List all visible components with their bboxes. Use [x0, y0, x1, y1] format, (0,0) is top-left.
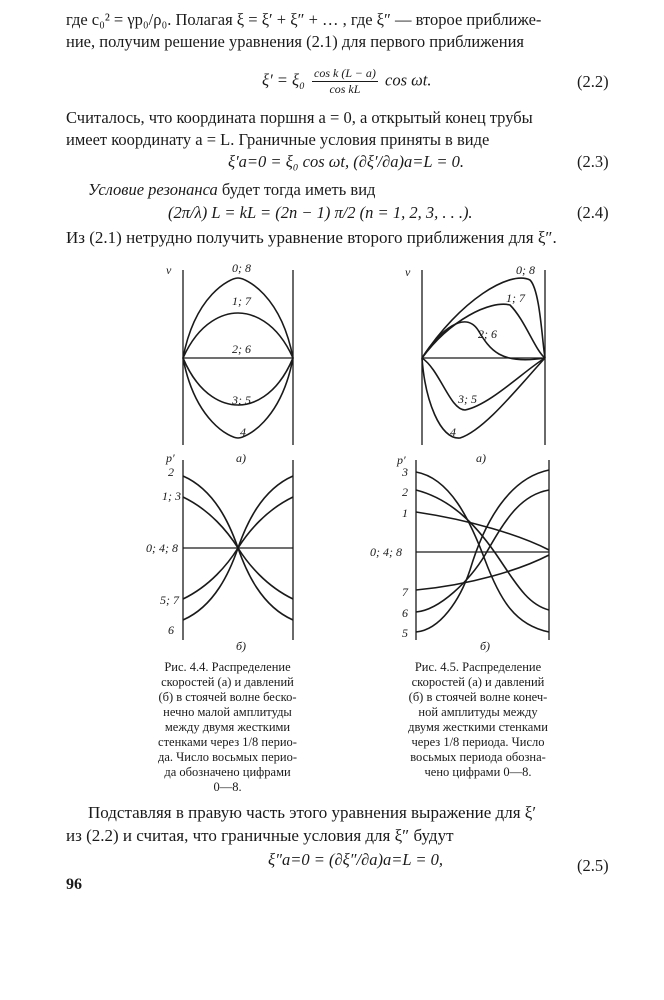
fig45-caption-line: двумя жесткими стенками	[408, 720, 548, 734]
fig45b-label-5: 5	[402, 626, 408, 640]
fig44b-label-0-4-8: 0; 4; 8	[146, 541, 178, 555]
fig44-caption-line: между двумя жесткими	[164, 720, 291, 734]
equation-number-2-5: (2.5)	[577, 856, 609, 875]
fig45-caption-line: через 1/8 периода. Число	[411, 735, 545, 749]
fig45a-label-0-8: 0; 8	[516, 263, 535, 277]
equation-2-5: ξ″a=0 = (∂ξ″/∂a)a=L = 0,	[268, 850, 444, 869]
text-line-3: Считалось, что координата поршня a = 0, а открытый конец трубы	[66, 108, 533, 127]
text-line-2: ние, получим решение уравнения (2.1) для первого приближения	[66, 32, 524, 51]
fig45-caption-line: чено цифрами 0—8.	[424, 765, 532, 779]
fig44-caption-line: нечно малой амплитуды	[163, 705, 292, 719]
page-number: 96	[66, 876, 82, 893]
fig45-caption-line: ной амплитуды между	[418, 705, 538, 719]
fig45-caption	[388, 660, 568, 780]
fig44b-label-1-3: 1; 3	[162, 489, 181, 503]
fig45a-curve-3-5	[422, 358, 545, 410]
text-line-1: где c₀² = γp₀/ρ₀. Полагая ξ = ξ′ + ξ″ + … , где ξ″ — второе приближе-	[66, 10, 542, 29]
fig45b-panel-label: б)	[480, 639, 491, 653]
fig44a-label-1-7: 1; 7	[232, 294, 251, 308]
fig44-caption-line: да обозначено цифрами	[164, 765, 291, 779]
fig45b-curve-2	[416, 490, 549, 610]
eq22-left: ξ′ = ξ₀	[262, 70, 305, 90]
equation-number-2-3: (2.3)	[577, 152, 609, 171]
equation-2-3: ξ′a=0 = ξ₀ cos ωt, (∂ξ′/∂a)a=L = 0.	[228, 152, 465, 171]
fig44b-label-6: 6	[168, 623, 174, 637]
fig45a-curve-4	[422, 358, 545, 438]
fig45a-label-4: 4	[450, 425, 456, 439]
equation-2-4: (2π/λ) L = kL = (2n − 1) π/2 (n = 1, 2, 3, . . .).	[168, 203, 473, 222]
fig44b-label-5-7: 5; 7	[160, 593, 179, 607]
eq22-denominator: cos kL	[329, 82, 361, 96]
fig45a-label-2-6: 2; 6	[478, 327, 497, 341]
fig44-caption-line: стенками через 1/8 перио-	[158, 735, 297, 749]
fig45-caption-line: Рис. 4.5. Распределение	[414, 660, 542, 674]
fig44-caption	[140, 660, 315, 795]
fig44-caption-line: да. Число восьмых перио-	[157, 750, 298, 764]
equation-number-2-4: (2.4)	[577, 203, 609, 222]
fig44-caption-line: 0—8.	[213, 780, 242, 794]
fig45-caption-line: (б) в стоячей волне конеч-	[408, 690, 548, 704]
fig44b-label-2: 2	[168, 465, 174, 479]
fig44b-panel-label: б)	[236, 639, 247, 653]
fig44a-label-2-6: 2; 6	[232, 342, 251, 356]
fig44a-label-3-5: 3; 5	[232, 393, 251, 407]
text-line-8: из (2.2) и считая, что граничные условия для ξ″ будут	[66, 826, 454, 845]
text-line-6: Из (2.1) нетрудно получить уравнение второго приближения для ξ″.	[66, 228, 557, 247]
fig45b-curve-6	[416, 490, 549, 612]
fig45a-label-3-5: 3; 5	[458, 392, 477, 406]
fig45-caption-line: скоростей (а) и давлений	[411, 675, 545, 689]
fig45b-label-0-4-8: 0; 4; 8	[370, 545, 402, 559]
fig44a-label-4: 4	[240, 425, 246, 439]
fig44-caption-line: Рис. 4.4. Распределение	[164, 660, 291, 674]
fig45b-label-7: 7	[402, 585, 408, 599]
fig45b-axis-label: p′	[397, 453, 406, 467]
fig45a-panel-label: а)	[476, 451, 486, 465]
fig44a-label-0-8: 0; 8	[232, 261, 251, 275]
fig45b-curve-1	[416, 512, 549, 550]
fig45b-label-2: 2	[402, 485, 408, 499]
eq22-numerator: cos k (L − a)	[314, 66, 376, 80]
fig45b-curve-5	[416, 470, 549, 632]
fig45a-axis-label: v	[405, 265, 411, 279]
fig45b-label-1: 1	[402, 506, 408, 520]
fig44-caption-line: скоростей (а) и давлений	[161, 675, 294, 689]
fig45b-label-6: 6	[402, 606, 408, 620]
text-line-5-rest: будет тогда иметь вид	[217, 180, 376, 199]
text-line-7: Подставляя в правую часть этого уравнения выражение для ξ′	[88, 803, 537, 822]
fig44a-panel-label: а)	[236, 451, 246, 465]
fig45a-label-1-7: 1; 7	[506, 291, 525, 305]
fig44-caption-line: (б) в стоячей волне беско-	[158, 690, 297, 704]
fig45b-label-3: 3	[402, 465, 408, 479]
resonance-condition-term: Условие резонанса	[88, 180, 218, 199]
eq22-right: cos ωt.	[385, 70, 432, 90]
fig45-caption-line: восьмых периода обозна-	[410, 750, 546, 764]
fig44b-axis-label: p′	[166, 451, 175, 465]
equation-number-2-2: (2.2)	[577, 72, 609, 91]
text-line-4: имеет координату a = L. Граничные условия приняты в виде	[66, 130, 490, 149]
fig44a-axis-label: v	[166, 263, 172, 277]
fig45a-curve-0-8	[422, 278, 545, 358]
